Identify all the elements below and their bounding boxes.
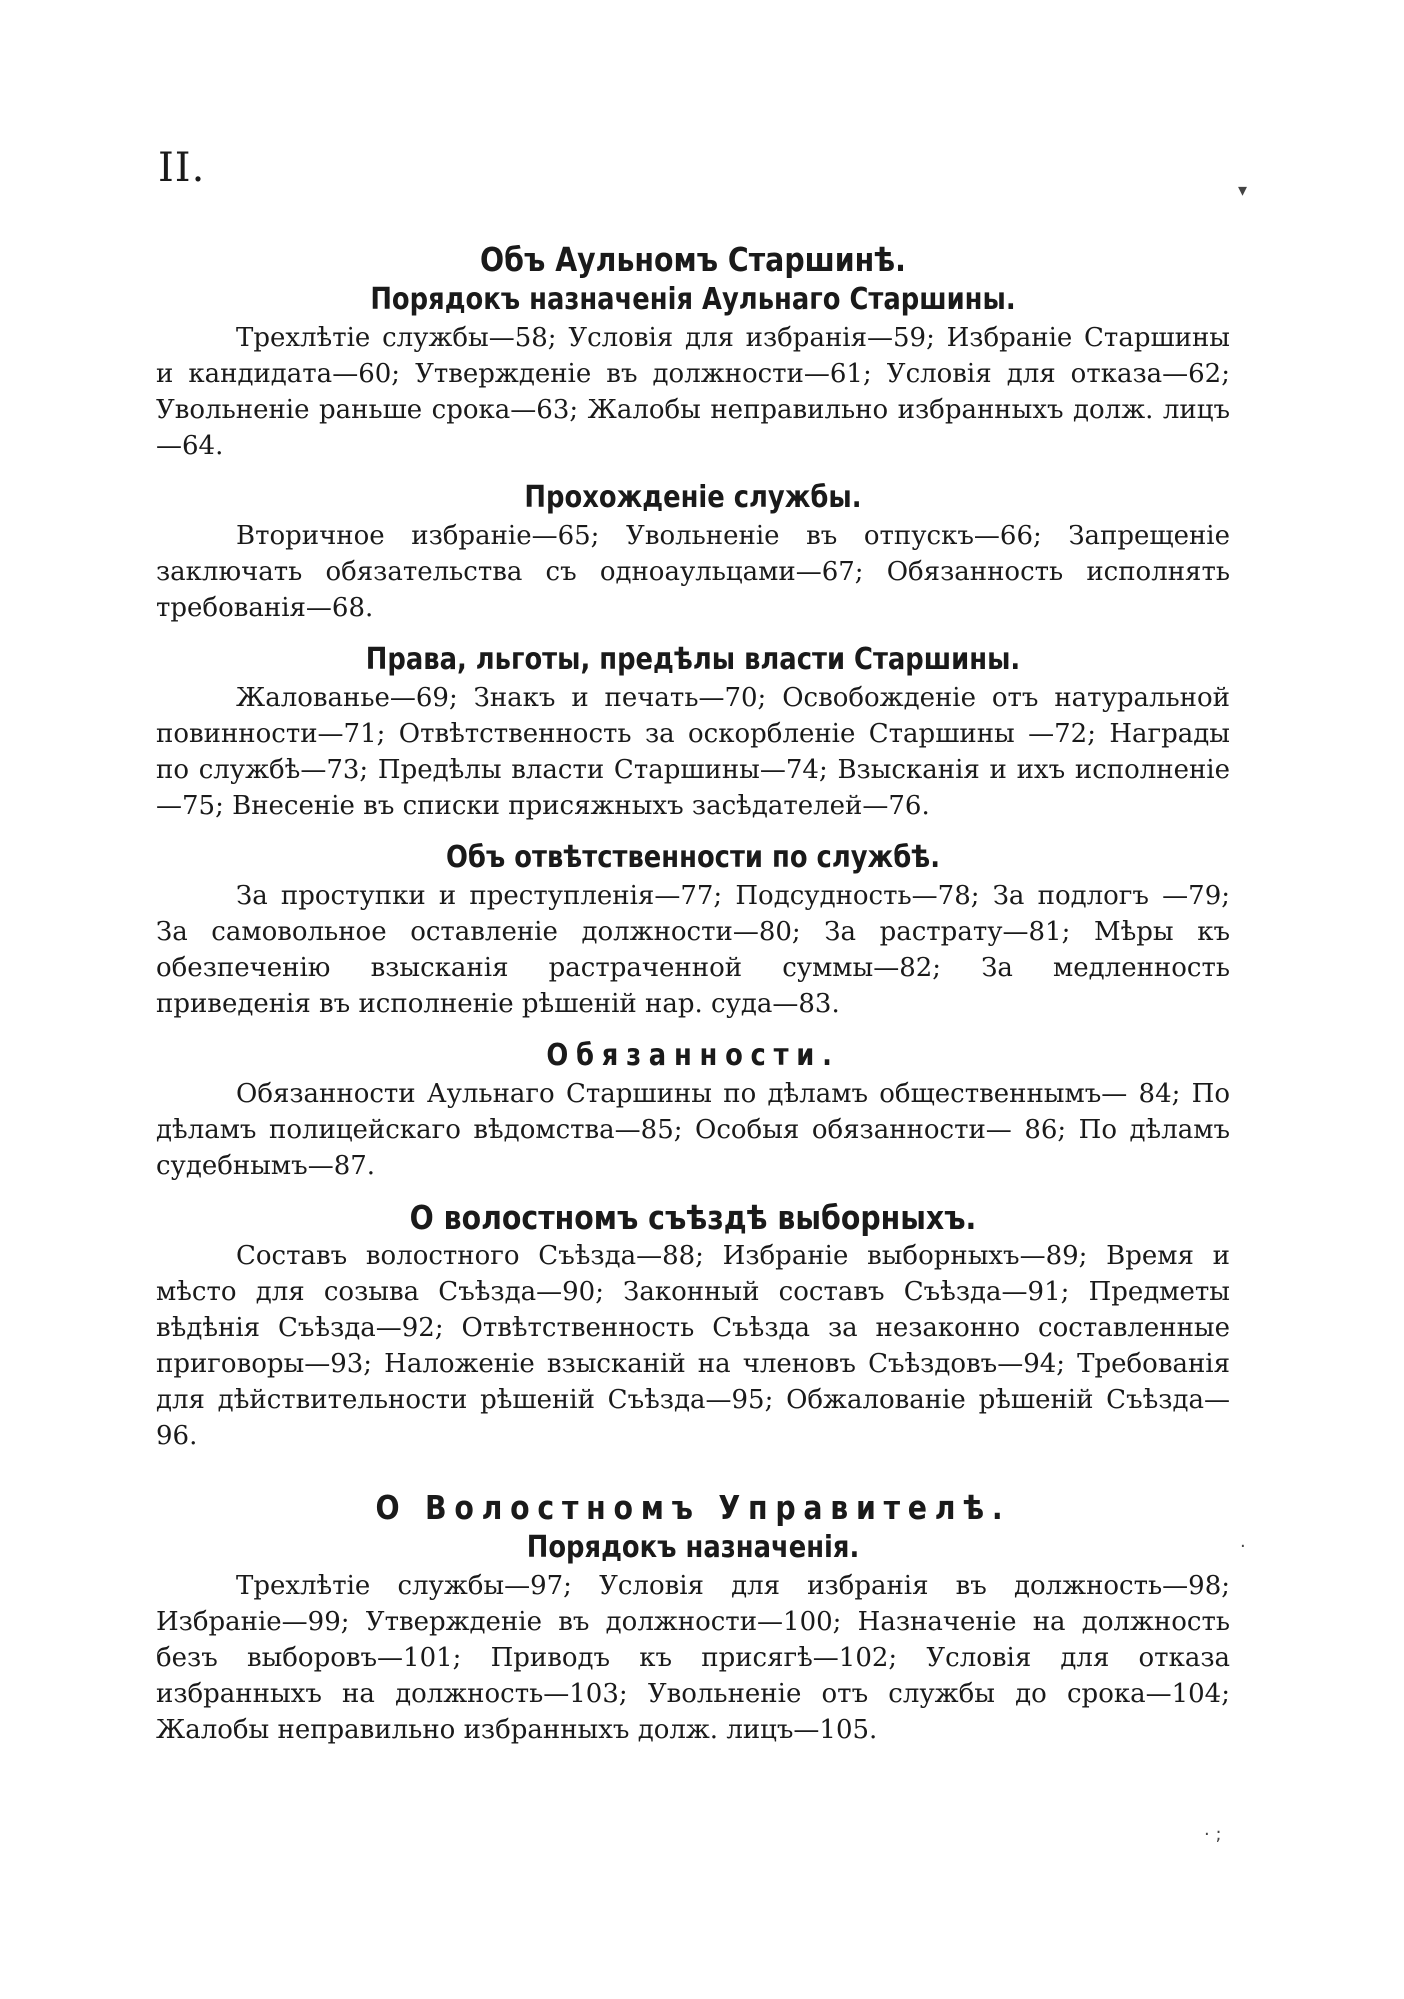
section-title: Права, льготы, предѣлы власти Старшины. <box>365 642 1021 677</box>
section-text: За проступки и преступленія—77; Подсудность—78; За подлогъ —79; За самовольное оставленіе должности—80; За растрату—81; Мѣры къ обезпеченію взысканія растраченной суммы—82; За медленность приведенія въ исполненіе рѣшеній нар. суда—83. <box>156 881 1230 1019</box>
table-of-contents <box>156 240 1230 1762</box>
section-title: О волостномъ съѣздѣ выборныхъ. <box>409 1198 977 1237</box>
section-title: О Волостномъ Управителѣ. <box>375 1488 1011 1527</box>
section-aul-elder <box>156 240 1230 464</box>
section-title: Объ Аульномъ Старшинѣ. <box>480 240 906 279</box>
section-rights <box>156 640 1230 824</box>
section-duties <box>156 1036 1230 1184</box>
section-text: Составъ волостного Съѣзда—88; Избраніе выборныхъ—89; Время и мѣсто для созыва Съѣзда—90; Законный составъ Съѣзда—91; Предметы вѣдѣнія Съѣзда—92; Отвѣтственность Съѣзда за незаконно составленные приговоры—93; Наложеніе взысканій на членовъ Съѣздовъ—94; Требованія для дѣйствительности рѣшеній Съѣзда—95; Обжалованіе рѣшеній Съѣзда—96. <box>156 1241 1230 1451</box>
section-volost-manager <box>156 1488 1230 1748</box>
print-speck: · ; <box>1204 1824 1222 1845</box>
section-text: Трехлѣтіе службы—58; Условія для избранія—59; Избраніе Старшины и кандидата—60; Утвержденіе въ должности—61; Условія для отказа—62; Увольненіе раньше срока—63; Жалобы неправильно избранныхъ долж. лицъ—64. <box>156 323 1230 461</box>
section-subtitle: Порядокъ назначенія. <box>526 1530 860 1565</box>
section-text: Жалованье—69; Знакъ и печать—70; Освобожденіе отъ натуральной повинности—71; Отвѣтственность за оскорбленіе Старшины —72; Награды по службѣ—73; Предѣлы власти Старшины—74; Взысканія и ихъ исполненіе—75; Внесеніе въ списки присяжныхъ засѣдателей—76. <box>156 683 1230 821</box>
section-title: Прохожденіе службы. <box>524 480 862 515</box>
section-text: Трехлѣтіе службы—97; Условія для избранія въ должность—98; Избраніе—99; Утвержденіе въ должности—100; Назначеніе на должность безъ выборовъ—101; Приводъ къ присягѣ—102; Условія для отказа избранныхъ на должность—103; Увольненіе отъ службы до срока—104; Жалобы неправильно избранныхъ долж. лицъ—105. <box>156 1571 1230 1745</box>
section-subtitle: Порядокъ назначенія Аульнаго Старшины. <box>370 282 1016 317</box>
section-congress <box>156 1198 1230 1454</box>
print-speck: ▾ <box>1238 180 1248 201</box>
section-title: Объ отвѣтственности по службѣ. <box>445 840 941 875</box>
section-responsibility <box>156 838 1230 1022</box>
section-text: Вторичное избраніе—65; Увольненіе въ отпускъ—66; Запрещеніе заключать обязательства съ одноаульцами—67; Обязанность исполнять требованія—68. <box>156 521 1230 623</box>
section-title: Обязанности. <box>546 1038 840 1073</box>
page-number: II. <box>158 145 206 191</box>
section-service <box>156 478 1230 626</box>
section-text: Обязанности Аульнаго Старшины по дѣламъ общественнымъ— 84; По дѣламъ полицейскаго вѣдомства—85; Особыя обязанности— 86; По дѣламъ судебнымъ—87. <box>156 1079 1230 1181</box>
print-speck: · <box>1240 1536 1246 1557</box>
